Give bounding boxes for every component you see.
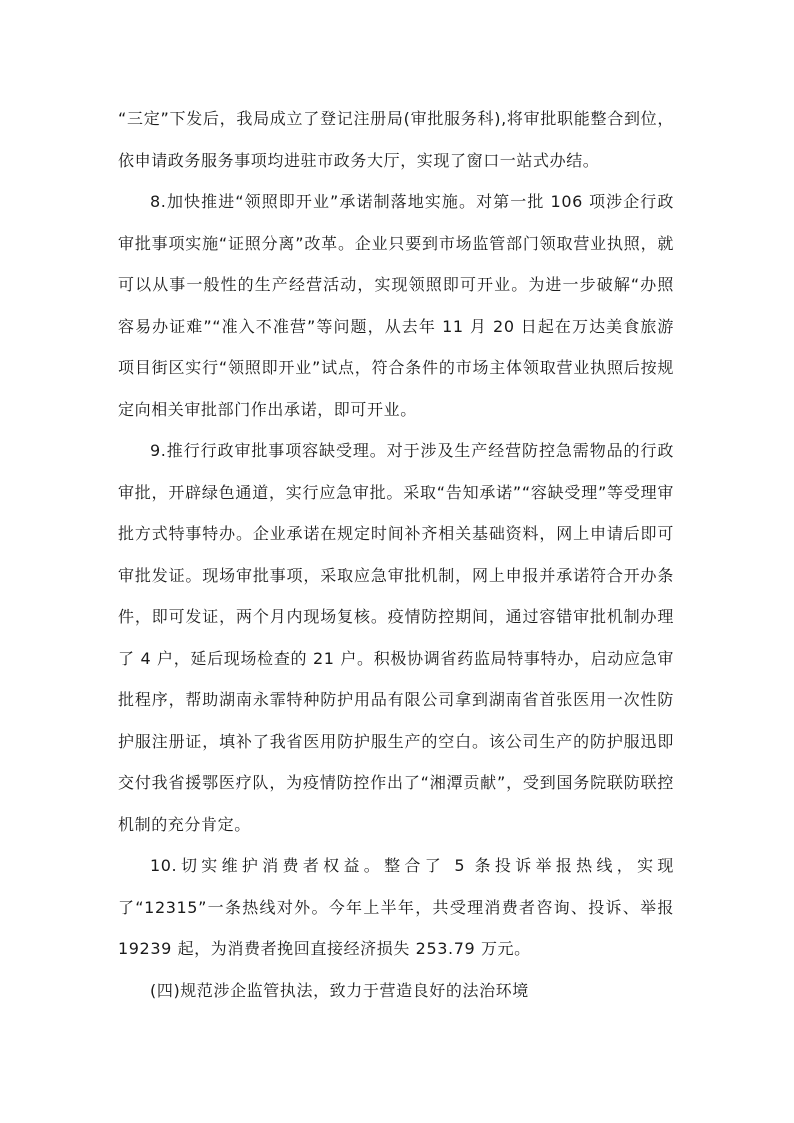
paragraph-item-8: 8.加快推进“领照即开业”承诺制落地实施。对第一批 106 项涉企行政审批事项实施“证照分离”改革。企业只要到市场监管部门领取营业执照，就可以从事一般性的生产经营活动，实现领照即可开业。为进一步破解“办照容易办证难”“准入不准营”等问题，从去年 11 月 20 日起在万达美食旅游项目街区实行“领照即开业”试点，符合条件的市场主体领取营业执照后按规定向相关审批部门作出承诺，即可开业。 <box>118 192 674 419</box>
paragraph-continuation: “三定”下发后，我局成立了登记注册局(审批服务科),将审批职能整合到位，依申请政务服务事项均进驻市政务大厅，实现了窗口一站式办结。 <box>118 109 674 170</box>
document-body <box>118 98 674 1011</box>
paragraph-item-10: 10.切实维护消费者权益。整合了 5 条投诉举报热线，实现了“12315”一条热线对外。今年上半年，共受理消费者咨询、投诉、举报 19239 起，为消费者挽回直接经济损失 253.79 万元。 <box>118 856 674 958</box>
paragraph-item-9: 9.推行行政审批事项容缺受理。对于涉及生产经营防控急需物品的行政审批，开辟绿色通道，实行应急审批。采取“告知承诺”“容缺受理”等受理审批方式特事特办。企业承诺在规定时间补齐相关基础资料，网上申请后即可审批发证。现场审批事项，采取应急审批机制，网上申报并承诺符合开办条件，即可发证，两个月内现场复核。疫情防控期间，通过容错审批机制办理了 4 户，延后现场检查的 21 户。积极协调省药监局特事特办，启动应急审批程序，帮助湖南永霏特种防护用品有限公司拿到湖南省首张医用一次性防护服注册证，填补了我省医用防护服生产的空白。该公司生产的防护服迅即交付我省援鄂医疗队，为疫情防控作出了“湘潭贡献”，受到国务院联防联控机制的充分肯定。 <box>118 441 674 834</box>
section-heading: (四)规范涉企监管执法，致力于营造良好的法治环境 <box>150 980 529 1000</box>
